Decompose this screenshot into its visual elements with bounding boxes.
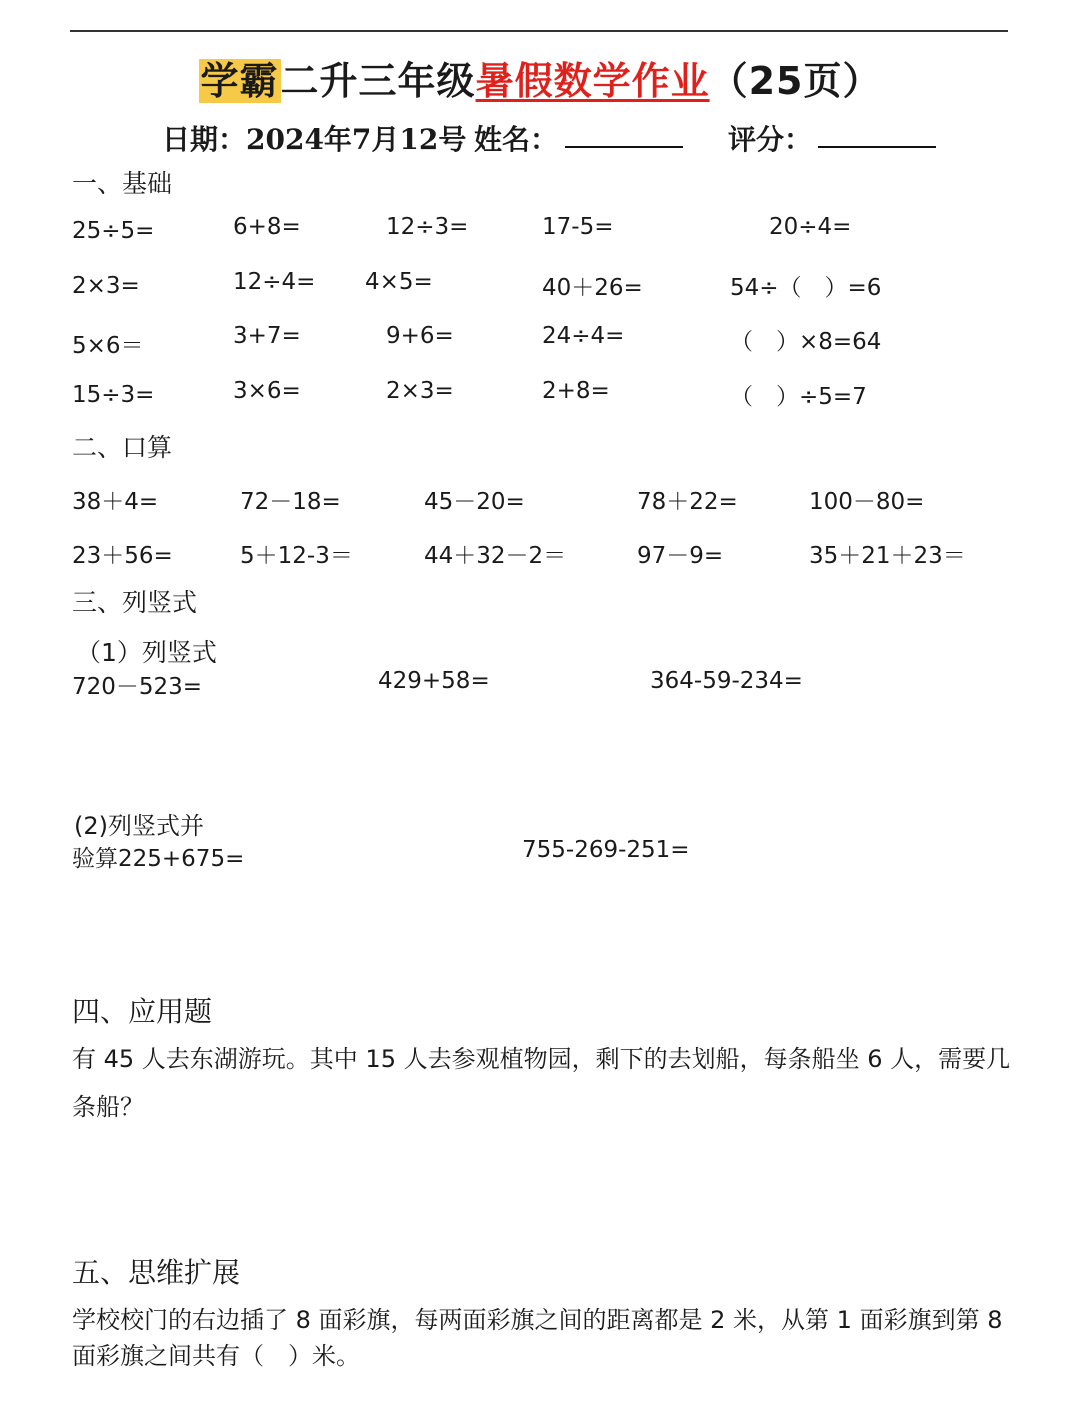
basic-problem: 17-5= bbox=[542, 214, 614, 240]
section-vertical-heading: 三、列竖式 bbox=[72, 588, 198, 617]
mental-math-problem: 45－20= bbox=[424, 489, 525, 515]
mental-math-problem: 44＋32－2＝ bbox=[424, 543, 567, 569]
basic-problem: 6+8= bbox=[233, 214, 301, 240]
mental-math-problem: 78＋22= bbox=[637, 489, 738, 515]
vertical-problem: 364-59-234= bbox=[650, 668, 803, 694]
basic-problem: 15÷3= bbox=[72, 382, 155, 408]
vertical-problem: 429+58= bbox=[378, 668, 490, 694]
basic-problem: 2×3= bbox=[386, 378, 454, 404]
vertical-subheading-1: （1）列竖式 bbox=[76, 638, 217, 667]
score-blank[interactable] bbox=[818, 146, 936, 148]
vertical-problem: 720－523= bbox=[72, 674, 203, 700]
basic-problem: 54÷（ ）=6 bbox=[730, 275, 882, 301]
mental-math-problem: 38＋4= bbox=[72, 489, 159, 515]
section-basic-heading: 一、基础 bbox=[72, 169, 173, 198]
basic-problem: 25÷5= bbox=[72, 218, 155, 244]
basic-problem: 9+6= bbox=[386, 323, 454, 349]
basic-problem: 2+8= bbox=[542, 378, 610, 404]
mental-math-problem: 35＋21＋23＝ bbox=[809, 543, 966, 569]
vertical-check-problem: 验算225+675= bbox=[72, 846, 245, 872]
word-problem-text: 有 45 人去东湖游玩。其中 15 人去参观植物园，剩下的去划船，每条船坐 6 人，需要几条船？ bbox=[72, 1045, 1011, 1121]
basic-problem: 3+7= bbox=[233, 323, 301, 349]
basic-problem: （ ）÷5=7 bbox=[730, 384, 867, 410]
score-label: 评分： bbox=[728, 123, 813, 156]
name-label: 姓名： bbox=[474, 123, 559, 156]
vertical-subheading-2: (2)列竖式并 bbox=[74, 812, 204, 840]
vertical-problem: 755-269-251= bbox=[522, 837, 690, 863]
basic-problem: 40＋26= bbox=[542, 275, 643, 301]
basic-problem: 5×6＝ bbox=[72, 333, 144, 359]
section-word-problem-heading: 四、应用题 bbox=[72, 995, 213, 1028]
name-blank[interactable] bbox=[565, 146, 683, 148]
title-grade: 二升三年级 bbox=[280, 59, 476, 103]
basic-problem: 20÷4= bbox=[769, 214, 852, 240]
basic-problem: 3×6= bbox=[233, 378, 301, 404]
section-thinking-heading: 五、思维扩展 bbox=[72, 1256, 241, 1289]
page-title bbox=[0, 50, 1080, 105]
mental-math-problem: 97－9= bbox=[637, 543, 724, 569]
basic-problem: 24÷4= bbox=[542, 323, 625, 349]
top-rule bbox=[70, 30, 1008, 32]
mental-math-problem: 72－18= bbox=[240, 489, 341, 515]
mental-math-problem: 23＋56= bbox=[72, 543, 173, 569]
basic-problem: （ ）×8=64 bbox=[730, 329, 882, 355]
title-homework: 暑假数学作业 bbox=[475, 59, 710, 103]
basic-problem: 12÷3= bbox=[386, 214, 469, 240]
title-pages: （25页） bbox=[709, 59, 882, 103]
thinking-problem-text: 学校校门的右边插了 8 面彩旗，每两面彩旗之间的距离都是 2 米，从第 1 面彩旗到第 8 面彩旗之间共有（ ）米。 bbox=[72, 1306, 1003, 1370]
basic-problem: 2×3= bbox=[72, 273, 140, 299]
section-mental-math-heading: 二、口算 bbox=[72, 433, 173, 462]
title-highlight: 学霸 bbox=[200, 59, 279, 103]
mental-math-problem: 5＋12-3＝ bbox=[240, 543, 353, 569]
basic-problem: 4×5= bbox=[365, 269, 433, 295]
date-label: 日期：2024年7月12号 bbox=[162, 123, 467, 156]
mental-math-problem: 100－80= bbox=[809, 489, 925, 515]
basic-problem: 12÷4= bbox=[233, 269, 316, 295]
